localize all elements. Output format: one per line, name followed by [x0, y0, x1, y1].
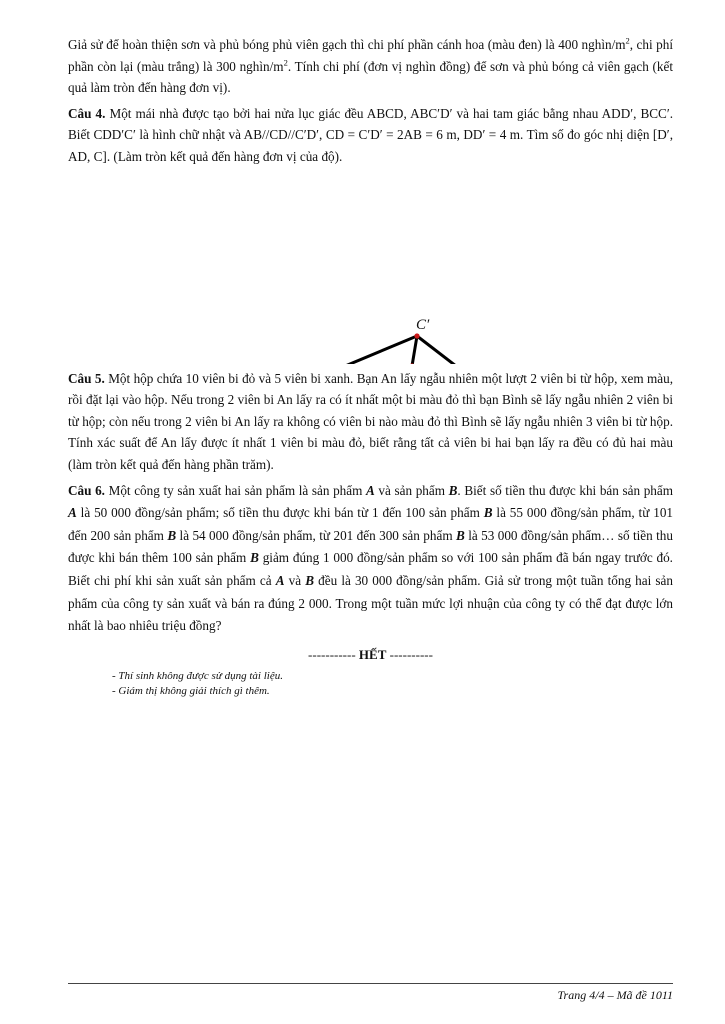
end-marker [68, 644, 673, 666]
product-b: B [448, 482, 458, 498]
product-b: B [483, 505, 493, 521]
q6-text-3: . Biết số tiền thu được khi bán sản phẩm [457, 482, 673, 498]
question-5-text: Một hộp chứa 10 viên bi đỏ và 5 viên bi xanh. Bạn An lấy ngẫu nhiên một lượt 2 viên bi từ hộp, xem màu, rồi đặt lại vào hộp. Nếu trong 2 viên bi An lấy ra có ít nhất một bi màu đỏ thì bạn Bình sẽ lấy ngẫu nhiên 2 viên bi từ hộp; còn nếu trong 2 viên bi An lấy ra không có viên bi nào màu đỏ thì Bình sẽ lấy ngẫu nhiên 3 viên bi từ hộp. Tính xác suất để An lấy được ít nhất 1 viên bi màu đỏ, biết rằng tất cả viên bi hai bạn lấy ra đều có đủ hai màu (làm tròn kết quả đến hàng phần trăm). [68, 370, 673, 472]
q6-text-4: là 50 000 đồng/sản phẩm; số tiền thu được khi bán từ 1 đến 100 sản phẩm [76, 505, 484, 521]
q6-text-1: Một công ty sản xuất hai sản phẩm là sản phẩm [108, 482, 366, 498]
product-b: B [456, 527, 465, 543]
end-word: HẾT [358, 646, 387, 662]
product-a: A [275, 572, 285, 588]
exam-notes [112, 669, 673, 699]
q6-text-10: đều là 30 000 đồng/sản phẩm. Giả sử trong một tuần tổng hai sản phẩm của công ty sản xuất và bán ra đúng 2 000. Trong một tuần mức lợi nhuận của công ty có thể đạt được lớn nhất là bao nhiêu triệu đồng? [68, 572, 673, 634]
roof-diagram [68, 168, 673, 364]
page-content [68, 34, 673, 699]
exponent: 2 [625, 35, 630, 46]
end-dashes-right: ---------- [386, 646, 433, 662]
exponent: 2 [283, 57, 288, 68]
intro-comma: , [629, 37, 634, 52]
q6-text-2: và sản phẩm [374, 482, 449, 498]
roof-figure [68, 168, 673, 364]
label-cprime: C′ [416, 316, 430, 333]
edge-dprime-cprime [259, 336, 417, 364]
intro-text-1: Giả sử để hoàn thiện sơn và phủ bóng phủ viên gạch thì chi phí phần cánh hoa (màu đen) là 400 nghìn/m [68, 37, 626, 52]
edge-b-cprime [412, 336, 417, 364]
question-4-label: Câu 4. [68, 105, 106, 121]
intro-text-3: . Tính chi phí (đơn vị nghìn đồng) để sơn và phủ bóng cả viên gạch (kết quả làm tròn đến hàng đơn vị). [68, 58, 674, 96]
point-cprime [414, 333, 419, 338]
end-dashes-left: ----------- [308, 646, 359, 662]
page-footer: Trang 4/4 – Mã đề 1011 [557, 988, 673, 1002]
q6-text-5: là 55 000 đồng/sản phẩm, từ 101 đến 200 sản phẩm [68, 505, 674, 543]
q6-text-9: và [284, 572, 306, 588]
product-b: B [250, 550, 259, 566]
question-6 [68, 480, 673, 638]
product-b: B [167, 527, 177, 543]
product-b: B [305, 572, 315, 588]
product-a: A [366, 482, 375, 498]
question-5 [68, 368, 673, 476]
q6-text-8: giảm đúng 1 000 đồng/sản phẩm so với 100 sản phẩm đã bán ngay trước đó. Biết chi phí khi sản xuất sản phẩm cả [68, 550, 673, 588]
question-6-label: Câu 6. [68, 482, 105, 498]
note-item: - Thí sinh không được sử dụng tài liệu. [112, 670, 283, 683]
note-item: - Giám thị không giải thích gì thêm. [112, 685, 270, 698]
edge-cprime-c [417, 336, 482, 364]
q6-text-6: là 54 000 đồng/sản phẩm, từ 201 đến 300 sản phẩm [176, 527, 456, 543]
intro-text-2: chi phí phần còn lại (màu trắng) là 300 nghìn/m [68, 37, 674, 74]
intro-paragraph [68, 34, 673, 99]
product-a: A [68, 505, 77, 521]
question-4 [68, 103, 673, 168]
question-4-text: Một mái nhà được tạo bởi hai nửa lục giác đều ABCD, ABC′D′ và hai tam giác bằng nhau ADD′, BCC′. Biết CDD′C′ là hình chữ nhật và AB//CD//C′D′, CD = C′D′ = 2AB = 6 m, DD′ = 4 m. Tìm số đo góc nhị diện [D′, AD, C]. (Làm tròn kết quả đến hàng đơn vị của độ). [68, 105, 674, 164]
footer-divider [68, 983, 673, 984]
question-5-label: Câu 5. [68, 370, 105, 386]
q6-text-7: là 53 000 đồng/sản phẩm… số tiền thu được khi bán thêm 100 sản phẩm [68, 527, 673, 566]
